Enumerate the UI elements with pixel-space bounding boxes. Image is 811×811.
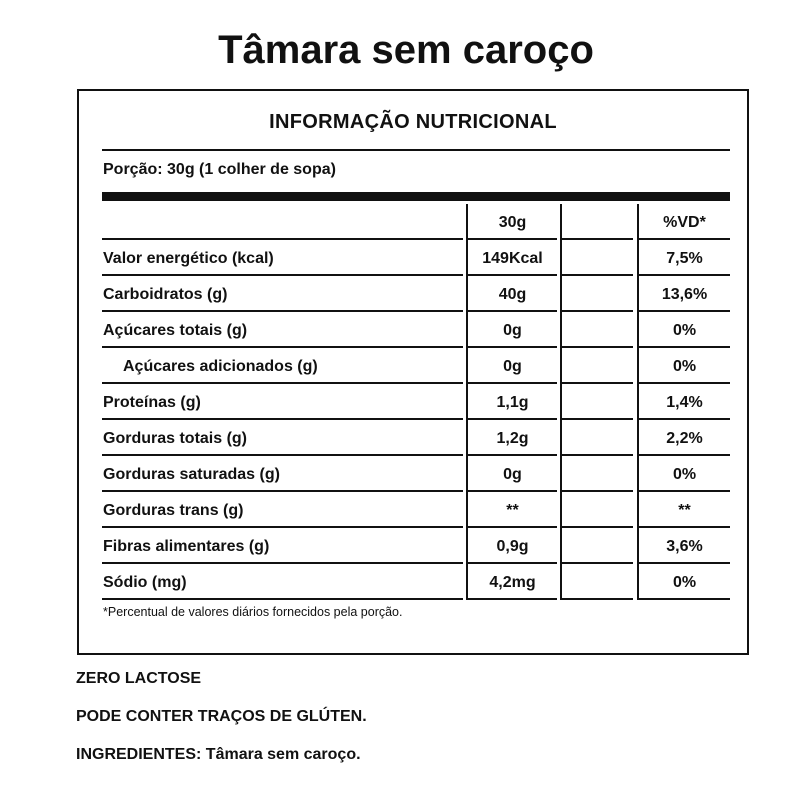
nutrient-vd: 1,4% (637, 384, 730, 420)
nutrient-name: Carboidratos (g) (102, 276, 463, 312)
ingredients-list: INGREDIENTES: Tâmara sem caroço. (76, 746, 361, 763)
nutrient-name: Proteínas (g) (102, 384, 463, 420)
nutrient-name: Sódio (mg) (102, 564, 463, 600)
table-row (79, 276, 747, 312)
blank-cell (560, 456, 633, 492)
nutrient-vd: 0% (637, 312, 730, 348)
blank-cell (560, 492, 633, 528)
blank-cell (560, 528, 633, 564)
thick-divider (102, 192, 730, 201)
heading-divider (102, 149, 730, 151)
product-title: Tâmara sem caroço (218, 28, 594, 72)
table-row (79, 456, 747, 492)
table-row (79, 420, 747, 456)
table-row (79, 564, 747, 600)
nutrient-vd: 0% (637, 564, 730, 600)
nutrient-amount: 40g (466, 276, 557, 312)
label-heading: INFORMAÇÃO NUTRICIONAL (269, 111, 557, 133)
blank-cell (560, 564, 633, 600)
nutrient-amount: 149Kcal (466, 240, 557, 276)
nutrient-name: Gorduras totais (g) (102, 420, 463, 456)
nutrient-amount: 0g (466, 348, 557, 384)
nutrient-name: Açúcares adicionados (g) (102, 348, 463, 384)
lactose-note: ZERO LACTOSE (76, 670, 202, 687)
footnote: *Percentual de valores diários fornecidos pela porção. (103, 605, 403, 619)
header-vd-cell: %VD* (637, 204, 730, 240)
table-row (79, 384, 747, 420)
table-header-row (79, 204, 747, 240)
nutrient-amount: 1,1g (466, 384, 557, 420)
header-name-cell (102, 204, 463, 240)
table-row (79, 348, 747, 384)
table-row (79, 312, 747, 348)
header-blank-cell (560, 204, 633, 240)
nutrient-amount: ** (466, 492, 557, 528)
portion-size: Porção: 30g (1 colher de sopa) (103, 161, 336, 178)
nutrient-vd: 13,6% (637, 276, 730, 312)
nutrient-vd: 2,2% (637, 420, 730, 456)
gluten-warning: PODE CONTER TRAÇOS DE GLÚTEN. (76, 708, 367, 725)
nutrient-amount: 0g (466, 456, 557, 492)
nutrient-amount: 1,2g (466, 420, 557, 456)
table-row (79, 528, 747, 564)
blank-cell (560, 240, 633, 276)
nutrient-amount: 0g (466, 312, 557, 348)
blank-cell (560, 312, 633, 348)
nutrient-vd: ** (637, 492, 730, 528)
nutrient-name: Açúcares totais (g) (102, 312, 463, 348)
nutrition-label (77, 89, 749, 655)
blank-cell (560, 384, 633, 420)
header-amount-cell: 30g (466, 204, 557, 240)
blank-cell (560, 276, 633, 312)
nutrient-amount: 4,2mg (466, 564, 557, 600)
blank-cell (560, 420, 633, 456)
nutrient-name: Valor energético (kcal) (102, 240, 463, 276)
nutrient-vd: 7,5% (637, 240, 730, 276)
nutrient-name: Gorduras saturadas (g) (102, 456, 463, 492)
table-row (79, 492, 747, 528)
nutrient-name: Gorduras trans (g) (102, 492, 463, 528)
nutrient-amount: 0,9g (466, 528, 557, 564)
nutrient-vd: 3,6% (637, 528, 730, 564)
table-row (79, 240, 747, 276)
nutrient-vd: 0% (637, 348, 730, 384)
blank-cell (560, 348, 633, 384)
nutrient-vd: 0% (637, 456, 730, 492)
nutrient-name: Fibras alimentares (g) (102, 528, 463, 564)
